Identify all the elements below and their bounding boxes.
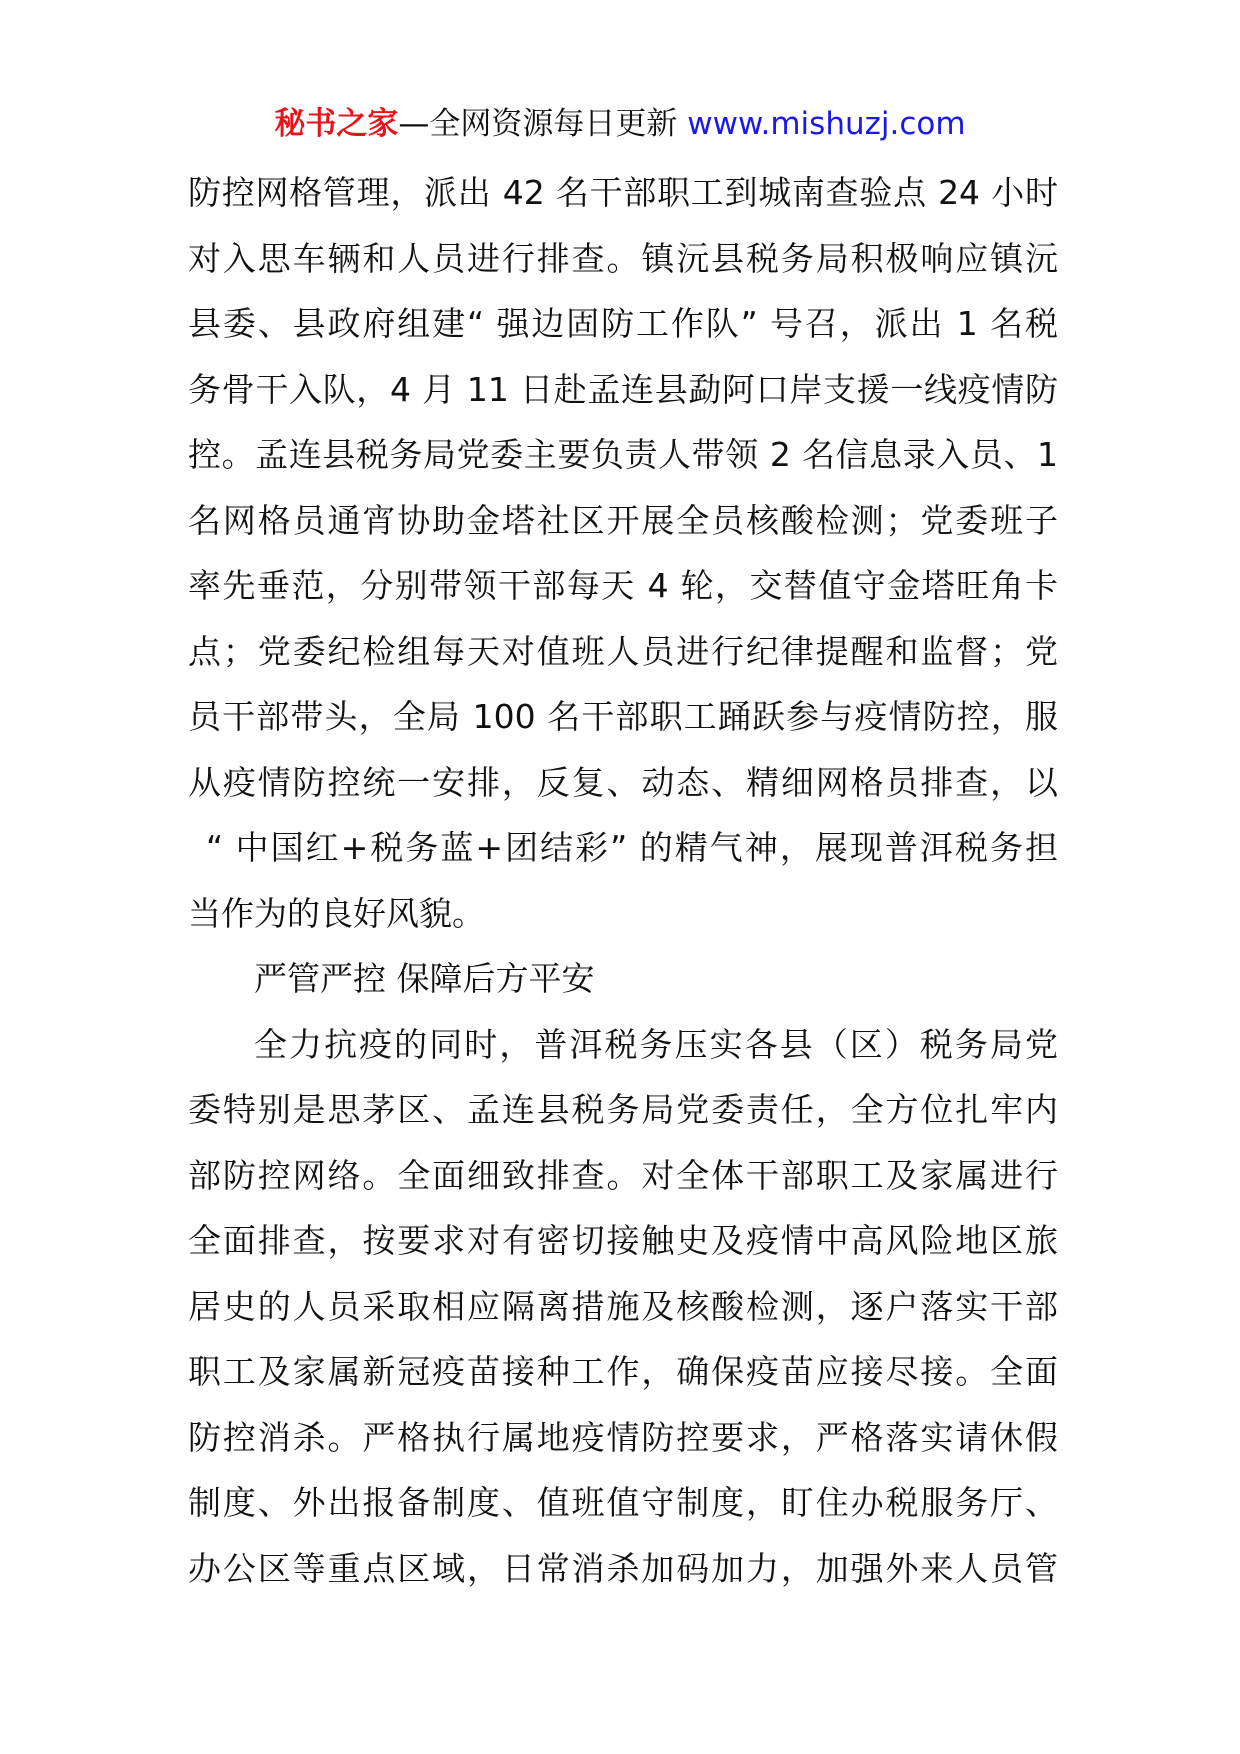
header-tagline: —全网资源每日更新 (398, 106, 678, 142)
text-line: 县委、县政府组建“ 强边固防工作队” 号召，派出 1 名税 (188, 304, 1058, 343)
text-line: 务骨干入队，4 月 11 日赴孟连县勐阿口岸支援一线疫情防 (188, 369, 1058, 409)
text-line: 员干部带头，全局 100 名干部职工踊跃参与疫情防控，服 (188, 697, 1058, 736)
text-line: 对入思车辆和人员进行排查。镇沅县税务局积极响应镇沅 (188, 238, 1058, 278)
site-url[interactable]: www.mishuzj.com (687, 106, 966, 142)
section-heading: 严管严控 保障后方平安 (254, 959, 595, 998)
text-line: 职工及家属新冠疫苗接种工作，确保疫苗应接尽接。全面 (188, 1352, 1058, 1391)
text-line: 部防控网络。全面细致排查。对全体干部职工及家属进行 (188, 1155, 1058, 1195)
text-line: 点；党委纪检组每天对值班人员进行纪律提醒和监督；党 (188, 631, 1058, 671)
text-line: 居史的人员采取相应隔离措施及核酸检测，逐户落实干部 (188, 1286, 1058, 1326)
text-line: 当作为的良好风貌。 (188, 893, 485, 933)
site-header (0, 104, 1240, 144)
text-line: 制度、外出报备制度、值班值守制度，盯住办税服务厅、 (188, 1483, 1058, 1522)
text-line: 全面排查，按要求对有密切接触史及疫情中高风险地区旅 (188, 1221, 1058, 1260)
text-line: 名网格员通宵协助金塔社区开展全员核酸检测；党委班子 (188, 500, 1058, 540)
text-line: 委特别是思茅区、孟连县税务局党委责任，全方位扎牢内 (188, 1090, 1058, 1129)
brand-name: 秘书之家 (274, 106, 399, 142)
text-line: 控。孟连县税务局党委主要负责人带领 2 名信息录入员、1 (188, 435, 1058, 474)
text-line: 全力抗疫的同时，普洱税务压实各县（区）税务局党 (254, 1024, 1058, 1064)
text-line: “ 中国红+税务蓝+团结彩” 的精气神，展现普洱税务担 (206, 828, 1058, 867)
article-body (188, 160, 1058, 1601)
text-line: 从疫情防控统一安排，反复、动态、精细网格员排查，以 (188, 762, 1058, 802)
text-line: 防控网格管理，派出 42 名干部职工到城南查验点 24 小时 (188, 173, 1058, 212)
text-line: 防控消杀。严格执行属地疫情防控要求，严格落实请休假 (188, 1417, 1058, 1457)
text-line: 办公区等重点区域，日常消杀加码加力，加强外来人员管 (188, 1548, 1058, 1588)
text-line: 率先垂范，分别带领干部每天 4 轮，交替值守金塔旺角卡 (188, 566, 1058, 605)
